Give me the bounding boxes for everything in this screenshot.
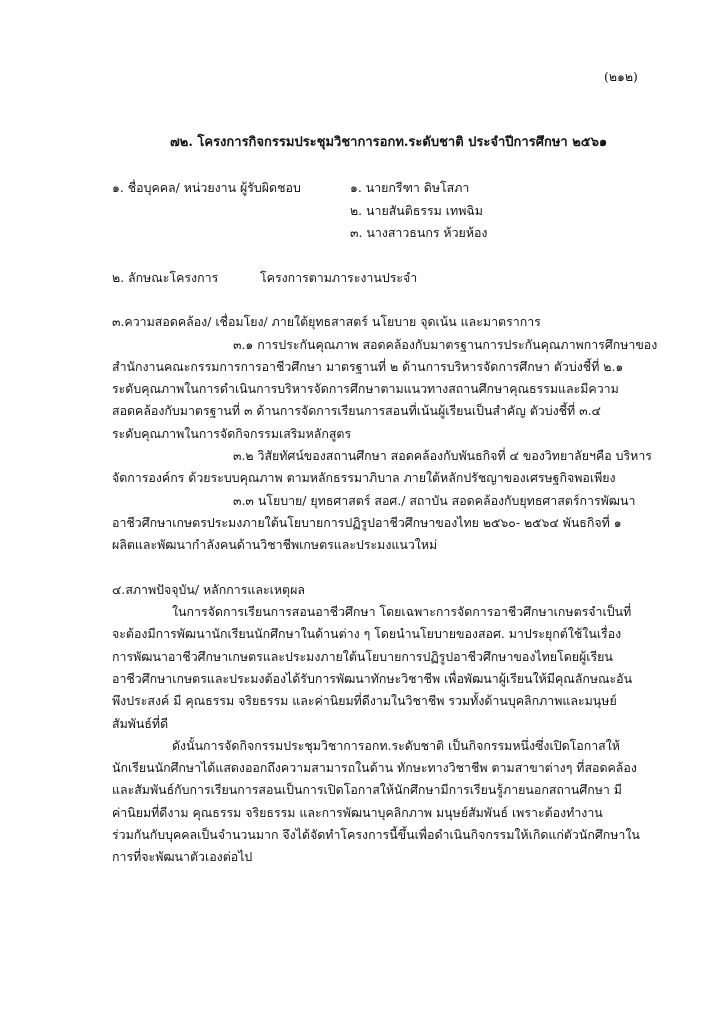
section-3-line: ผลิตและพัฒนากำลังคนด้านวิชาชีพเกษตรและประมงแนวใหม่ <box>112 537 438 552</box>
section-4-line: การที่จะพัฒนาตัวเองต่อไป <box>112 849 253 864</box>
responsible-label: ๑. ชื่อบุคคล/ หน่วยงาน ผู้รับผิดชอบ <box>112 180 301 195</box>
page-number: (๒๑๒) <box>604 69 638 84</box>
section-4-line: ดังนั้นการจัดกิจกรรมประชุมวิชาการอกท.ระดับชาติ เป็นกิจกรรมหนึ่งซึ่งเปิดโอกาสให้ <box>172 738 620 753</box>
section-3-line: ระดับคุณภาพในการดำเนินการบริหารจัดการศึกษาตามแนวทางสถานศึกษาคุณธรรมและมีความ <box>112 381 619 396</box>
section-3-line: อาชีวศึกษาเกษตรประมงภายใต้นโยบายการปฏิรูปอาชีวศึกษาของไทย ๒๕๖๐- ๒๕๖๔ พันธกิจที่ ๑ <box>112 515 622 530</box>
section-3-heading: ๓.ความสอดคล้อง/ เชื่อมโยง/ ภายใต้ยุทธสาสตร์ นโยบาย จุดเน้น และมาตราการ <box>112 314 541 329</box>
section-3-line: สอดคล้องกับมาตรฐานที่ ๓ ด้านการจัดการเรียนการสอนที่เน้นผู้เรียนเป็นสำคัญ ตัวบ่งชี้ที่ ๓.๔ <box>112 403 601 418</box>
document-title: ๗๒. โครงการกิจกรรมประชุมวิชาการอกท.ระดับชาติ ประจำปีการศึกษา ๒๕๖๑ <box>170 135 608 150</box>
section-3-line: ๓.๒ วิสัยทัศน์ของสถานศึกษา สอดคล้องกับพันธกิจที่ ๔ ของวิทยาลัยฯคือ บริหาร <box>233 448 652 463</box>
project-type-value: โครงการตามภาระงานประจำ <box>260 270 418 285</box>
responsible-person-1: ๑. นายกรีฑา ดิษโสภา <box>350 180 470 195</box>
section-4-line: พึงประสงค์ มี คุณธรรม จริยธรรม และค่านิยมที่ดีงามในวิชาชีพ รวมทั้งด้านบุคลิกภาพและมนุษย์ <box>112 693 617 708</box>
responsible-person-2: ๒. นายสันติธรรม เทพฉิม <box>350 203 483 218</box>
section-4-line: การพัฒนาอาชีวศึกษาเกษตรและประมงภายใต้นโยบายการปฏิรูปอาชีวศึกษาของไทยโดยผู้เรียน <box>112 649 613 664</box>
section-4-line: ค่านิยมที่ดีงาม คุณธรรม จริยธรรม และการพัฒนาบุคลิกภาพ มนุษย์สัมพันธ์ เพราะต้องทำงาน <box>112 805 603 820</box>
section-4-line: จะต้องมีการพัฒนานักเรียนนักศึกษาในด้านต่าง ๆ โดยนำนโยบายของสอศ. มาประยุกต์ใช้ในเรื่อง <box>112 626 622 641</box>
section-4-line: นักเรียนนักศึกษาได้แสดงออกถึงความสามารถในด้าน ทักษะทางวิชาชีพ ตามสาขาต่างๆ ที่สอดคล้อง <box>112 760 637 775</box>
section-4-line: ร่วมกันกับบุคคลเป็นจำนวนมาก จึงได้จัดทำโครงการนี้ขึ้นเพื่อดำเนินกิจกรรมให้เกิดแก่ตัวนักศึกษาใน <box>112 827 640 842</box>
section-4-line: สัมพันธ์ที่ดี <box>112 716 169 731</box>
section-4-heading: ๔.สภาพปัจจุบัน/ หลักการและเหตุผล <box>112 582 305 597</box>
section-3-line: จัดการองค์กร ด้วยระบบคุณภาพ ตามหลักธรรมาภิบาล ภายใต้หลักปรัชญาของเศรษฐกิจพอเพียง <box>112 470 616 485</box>
section-4-line: อาชีวศึกษาเกษตรและประมงต้องได้รับการพัฒนาทักษะวิชาชีพ เพื่อพัฒนาผู้เรียนให้มีคุณลักษณะอัน <box>112 671 633 686</box>
section-4-line: ในการจัดการเรียนการสอนอาชีวศึกษา โดยเฉพาะการจัดการอาชีวศึกษาเกษตรจำเป็นที่ <box>172 604 632 619</box>
section-4-line: และสัมพันธ์กับการเรียนการสอนเป็นการเปิดโอกาสให้นักศึกษามีการเรียนรู้ภายนอกสถานศึกษา มี <box>112 782 622 797</box>
section-3-line: ระดับคุณภาพในการจัดกิจกรรมเสริมหลักสูตร <box>112 426 352 441</box>
section-3-line: ๓.๓ นโยบาย/ ยุทธศาสตร์ สอศ./ สถาบัน สอดคล้องกับยุทธศาสตร์การพัฒนา <box>233 493 636 508</box>
section-3-line: สำนักงานคณะกรรมการการอาชีวศึกษา มาตรฐานที่ ๒ ด้านการบริหารจัดการศึกษา ตัวบ่งชี้ที่ ๒.๑ <box>112 359 624 374</box>
section-3-line: ๓.๑ การประกันคุณภาพ สอดคล้องกับมาตรฐานการประกันคุณภาพการศึกษาของ <box>233 337 658 352</box>
responsible-person-3: ๓. นางสาวธนกร ห้วยห้อง <box>350 225 488 240</box>
project-type-label: ๒. ลักษณะโครงการ <box>112 270 219 285</box>
